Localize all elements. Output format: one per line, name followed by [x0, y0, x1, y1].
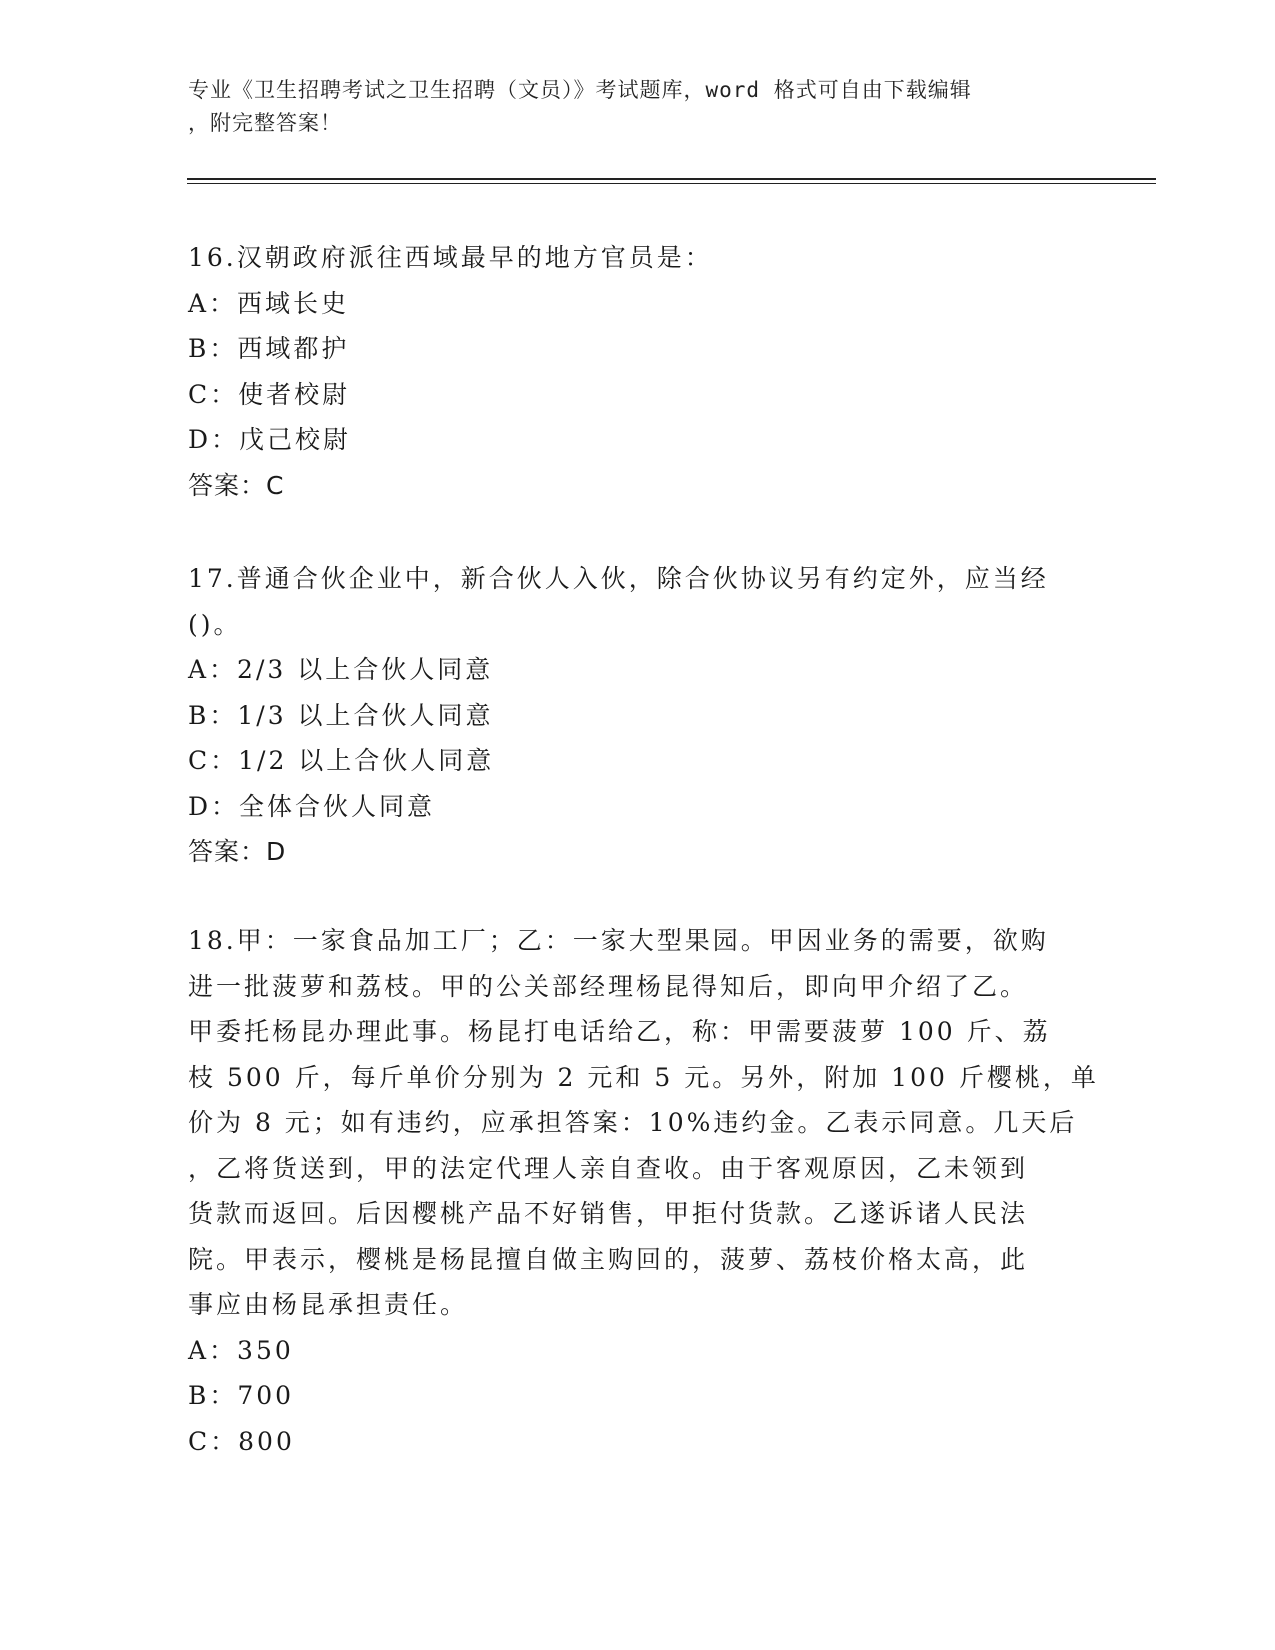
option-c: C：800	[188, 1426, 295, 1456]
question-stem-continued: 货款而返回。后因樱桃产品不好销售，甲拒付货款。乙遂诉诸人民法	[188, 1199, 1029, 1228]
header-line: ，附完整答案！	[188, 111, 342, 135]
option-a: A：350	[188, 1335, 294, 1365]
question-stem-continued: 枝 500 斤，每斤单价分别为 2 元和 5 元。另外，附加 100 斤樱桃，单	[188, 1062, 1099, 1092]
document-header	[188, 74, 1088, 140]
answer-line: 答案：C	[188, 470, 285, 500]
question-stem-continued: 进一批菠萝和荔枝。甲的公关部经理杨昆得知后，即向甲介绍了乙。	[188, 971, 1029, 1001]
question-stem-continued: 价为 8 元；如有违约，应承担答案：10%违约金。乙表示同意。几天后	[188, 1108, 1078, 1137]
question-stem: 16.汉朝政府派往西域最早的地方官员是：	[188, 243, 713, 272]
option-c: C：使者校尉	[188, 379, 351, 409]
question-stem-continued: ，乙将货送到，甲的法定代理人亲自查收。由于客观原因，乙未领到	[188, 1153, 1029, 1183]
question-16	[188, 235, 1088, 508]
question-stem: 17.普通合伙企业中，新合伙人入伙，除合伙协议另有约定外，应当经	[188, 564, 1049, 593]
option-c: C：1/2 以上合伙人同意	[188, 746, 495, 775]
header-divider	[187, 178, 1156, 180]
question-17	[188, 556, 1088, 875]
header-line: 专业《卫生招聘考试之卫生招聘（文员）》考试题库，word 格式可自由下载编辑	[188, 78, 972, 102]
question-stem-continued: 甲委托杨昆办理此事。杨昆打电话给乙，称：甲需要菠萝 100 斤、荔	[188, 1017, 1051, 1046]
answer-line: 答案：D	[188, 837, 287, 866]
question-stem: 18.甲：一家食品加工厂；乙：一家大型果园。甲因业务的需要，欲购	[188, 926, 1049, 955]
question-stem-continued: 院。甲表示，樱桃是杨昆擅自做主购回的，菠萝、荔枝价格太高，此	[188, 1244, 1029, 1274]
header-divider-thin	[187, 183, 1156, 184]
option-b: B：西域都护	[188, 334, 350, 363]
option-d: D：全体合伙人同意	[188, 791, 436, 821]
question-18	[188, 918, 1099, 1464]
option-b: B：700	[188, 1381, 295, 1410]
option-b: B：1/3 以上合伙人同意	[188, 700, 494, 730]
option-a: A：西域长史	[188, 288, 350, 318]
option-a: A：2/3 以上合伙人同意	[188, 655, 494, 684]
question-stem-continued: ()。	[188, 609, 242, 639]
option-d: D：戊己校尉	[188, 425, 352, 454]
question-stem-continued: 事应由杨昆承担责任。	[188, 1290, 469, 1319]
